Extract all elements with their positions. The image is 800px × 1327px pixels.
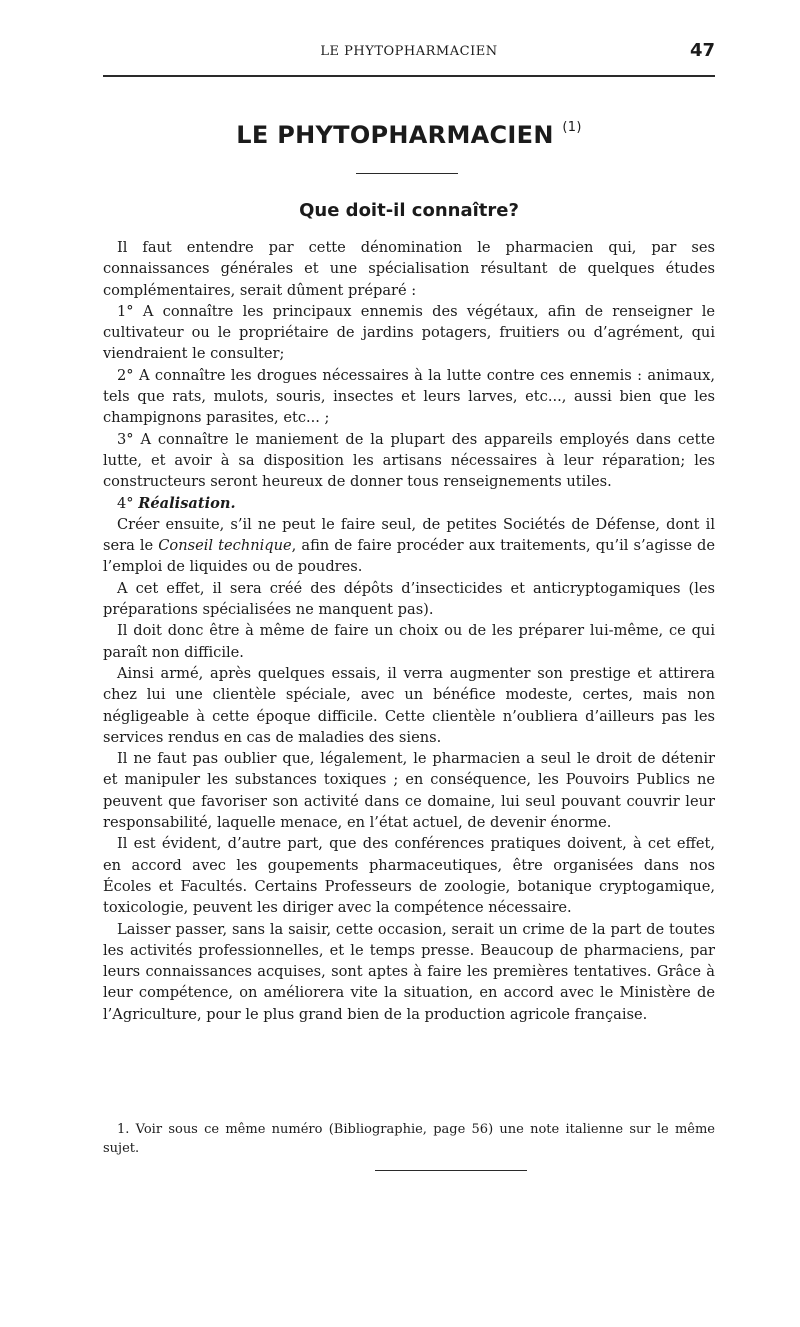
article-body <box>103 237 715 1025</box>
paragraph: 3° A connaître le maniement de la plupart des appareils employés dans cette lutte, et avoir à sa disposition les artisans nécessaires à leur réparation; les constructeurs seront heureux de donner tous renseignements utiles. <box>103 430 715 491</box>
footnote: 1. Voir sous ce même numéro (Bibliographie, page 56) une note italienne sur le même sujet. <box>103 1122 715 1156</box>
end-rule <box>375 1170 527 1171</box>
running-title: LE PHYTOPHARMACIEN <box>320 44 498 59</box>
paragraph <box>103 514 715 578</box>
paragraph: 1° A connaître les principaux ennemis des végétaux, afin de renseigner le cultivateur ou le propriétaire de jardins potagers, fruitiers ou d’agrément, qui viendraient le consulter; <box>103 302 715 363</box>
paragraph-text: , afin de faire procéder aux traitements, qu’il s’agisse de l’emploi de liquides ou de poudres. <box>103 537 716 576</box>
paragraph-text: Créer ensuite, s’il ne peut le faire seul, de petites Sociétés de Défense, dont il sera le <box>103 515 715 555</box>
article-title <box>103 120 715 149</box>
running-head <box>103 40 715 66</box>
footnote-marker[interactable]: (1) <box>562 120 582 135</box>
conseil-technique: Conseil technique <box>158 537 292 555</box>
paragraph: Laisser passer, sans la saisir, cette occasion, serait un crime de la part de toutes les activités professionnelles, et le temps presse. Beaucoup de pharmaciens, par leurs connaissances acquises, sont aptes à faire les premières tentatives. Grâce à leur compétence, on améliorera vite la situation, en accord avec le Ministère de l’Agriculture, pour le plus grand bien de la production agricole française. <box>103 920 715 1023</box>
page-number: 47 <box>689 40 715 61</box>
paragraph: Il faut entendre par cette dénomination le pharmacien qui, par ses connaissances générales et une spécialisation résultant de quelques études complémentaires, serait dûment préparé : <box>103 239 715 299</box>
paragraph: A cet effet, il sera créé des dépôts d’insecticides et anticryptogamiques (les préparations spécialisées ne manquent pas). <box>103 579 715 619</box>
paragraph: Il doit donc être à même de faire un choix ou de les préparer lui-même, ce qui paraît non difficile. <box>103 622 715 661</box>
paragraph: Il est évident, d’autre part, que des conférences pratiques doivent, à cet effet, en accord avec les goupements pharmaceutiques, être organisées dans nos Écoles et Facultés. Certains Professeurs de zoologie, botanique cryptogamique, toxicologie, peuvent les diriger avec la compétence nécessaire. <box>103 835 715 917</box>
list-item-realisation <box>103 493 715 514</box>
header-rule <box>103 75 715 77</box>
item-number: 4° <box>117 494 134 512</box>
item-label: Réalisation. <box>138 494 236 512</box>
article-title-text: LE PHYTOPHARMACIEN <box>236 121 554 149</box>
paragraph: Ainsi armé, après quelques essais, il verra augmenter son prestige et attirera chez lui une clientèle spéciale, avec un bénéfice modeste, certes, mais non négligeable à cette époque difficile. Cette clientèle n’oubliera d’ailleurs pas les services rendus en cas de maladies des siens. <box>103 664 715 746</box>
section-heading: Que doit-il connaître? <box>299 200 519 221</box>
title-rule <box>356 173 458 174</box>
paragraph: 2° A connaître les drogues nécessaires à la lutte contre ces ennemis : animaux, tels que rats, mulots, souris, insectes et leurs larves, etc..., aussi bien que les champignons parasites, etc... ; <box>103 366 715 427</box>
paragraph: Il ne faut pas oublier que, légalement, le pharmacien a seul le droit de détenir et manipuler les substances toxiques ; en conséquence, les Pouvoirs Publics ne peuvent que favoriser son activité dans ce domaine, lui seul pouvant couvrir leur responsabilité, laquelle menace, en l’état actuel, de devenir énorme. <box>103 750 715 832</box>
